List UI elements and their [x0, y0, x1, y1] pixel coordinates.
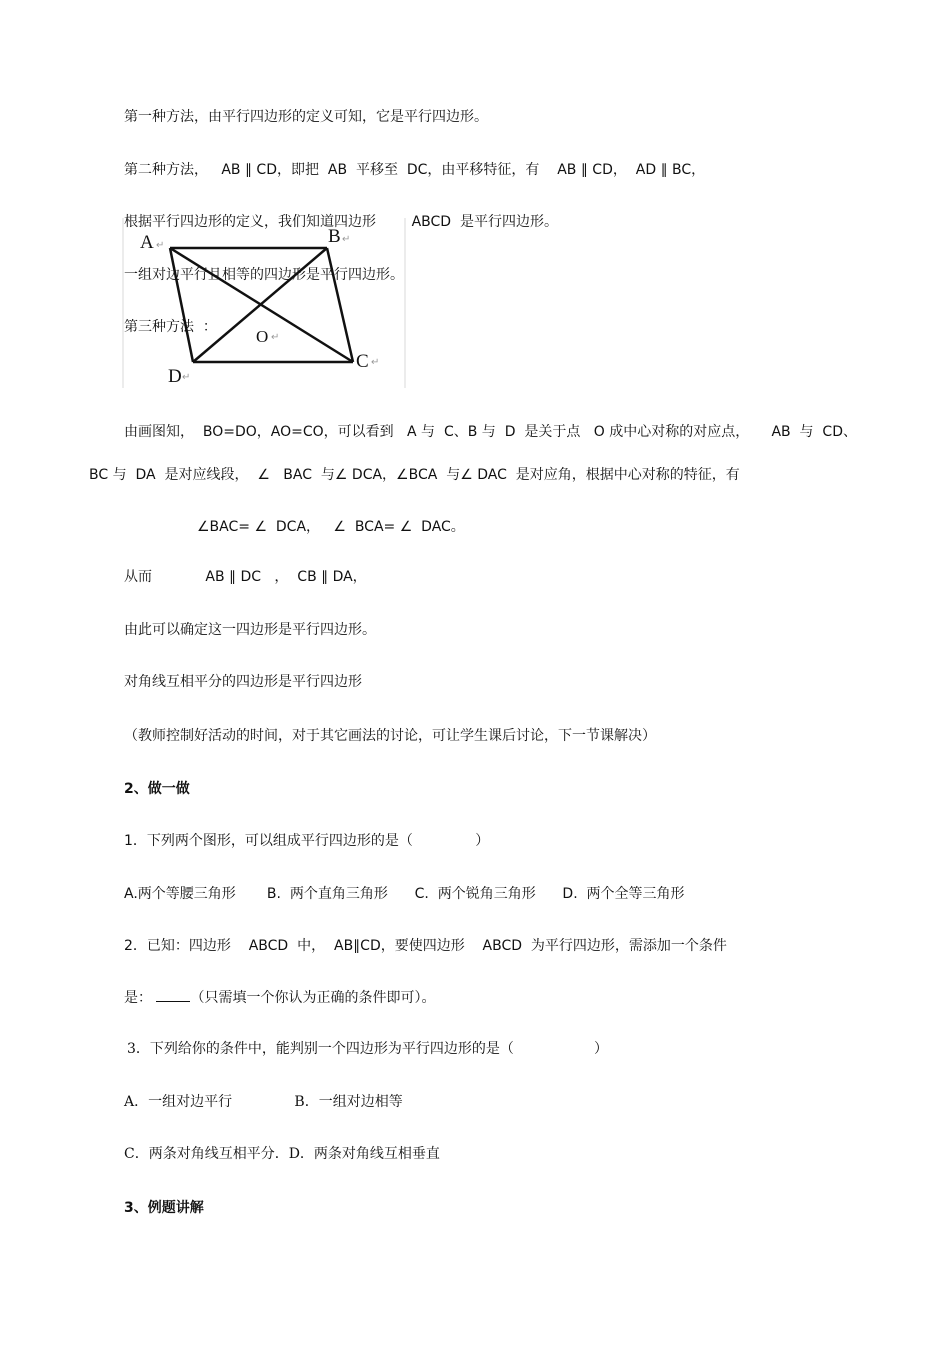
section-do-it-heading: 2、做一做 [124, 781, 190, 797]
parallelogram-figure [122, 218, 407, 388]
angle-equality-line: ∠BAC= ∠ DCA， ∠ BCA= ∠ DAC。 [197, 519, 465, 535]
center-mark-o: ↵ [271, 332, 280, 343]
question-one-options: A.两个等腰三角形 B. 两个直角三角形 C. 两个锐角三角形 D. 两个全等三角形 [124, 886, 685, 902]
method-three-text: 由画图知， BO=DO，AO=CO，可以看到 A 与 C、B 与 D 是关于点 O 成中心对称的对应点， AB 与 CD、 [124, 424, 857, 440]
vertex-label-c: C [356, 351, 369, 372]
vertex-mark-b: ↵ [342, 234, 351, 245]
method-two-text: 第二种方法， AB ∥ CD，即把 AB 平移至 DC，由平移特征，有 AB ∥ CD， AD ∥ BC， [124, 162, 706, 178]
theorem-two-text: 对角线互相平分的四边形是平行四边形 [124, 674, 362, 690]
answer-prefix: 是： [124, 990, 152, 1006]
theorem-one-text: 一组对边平行且相等的四边形是平行四边形。 [124, 267, 404, 283]
quadrilateral-conclusion: 由此可以确定这一四边形是平行四边形。 [124, 622, 376, 638]
vertex-mark-d: ↵ [182, 372, 191, 383]
question-three: 3．下列给你的条件中，能判别一个四边形为平行四边形的是（ ） [127, 1041, 609, 1057]
center-label-o: O [256, 327, 269, 346]
vertex-mark-a: ↵ [156, 240, 165, 251]
parallel-conclusion-line: 从而 AB ∥ DC ， CB ∥ DA， [124, 569, 367, 585]
section-example-heading: 3、例题讲解 [124, 1200, 204, 1216]
vertex-label-b: B [328, 226, 341, 247]
method-three-text-cont: BC 与 DA 是对应线段， ∠ BAC 与∠ DCA，∠BCA 与∠ DAC 是对应角，根据中心对称的特征，有 [89, 467, 740, 483]
question-three-options-cd: C．两条对角线互相平分．D．两条对角线互相垂直 [124, 1146, 440, 1162]
answer-blank[interactable] [156, 987, 190, 1002]
method-one-text: 第一种方法，由平行四边形的定义可知，它是平行四边形。 [124, 109, 488, 125]
vertex-label-d: D [168, 366, 182, 387]
question-one: 1．下列两个图形，可以组成平行四边形的是（ ） [124, 833, 490, 849]
vertex-mark-c: ↵ [371, 357, 380, 368]
method-two-conclusion: 根据平行四边形的定义，我们知道四边形 ABCD 是平行四边形。 [124, 214, 558, 230]
question-three-options-ab: A．一组对边平行 B．一组对边相等 [124, 1094, 403, 1110]
teacher-note: （教师控制好活动的时间，对于其它画法的讨论，可让学生课后讨论，下一节课解决） [124, 728, 656, 744]
question-two-answer-line [124, 987, 435, 1008]
method-three-heading: 第三种方法 ： [124, 319, 217, 335]
question-two: 2．已知：四边形 ABCD 中， AB∥CD，要使四边形 ABCD 为平行四边形，需添加一个条件 [124, 938, 727, 954]
vertex-label-a: A [140, 232, 154, 253]
answer-hint: （只需填一个你认为正确的条件即可）。 [190, 990, 436, 1006]
